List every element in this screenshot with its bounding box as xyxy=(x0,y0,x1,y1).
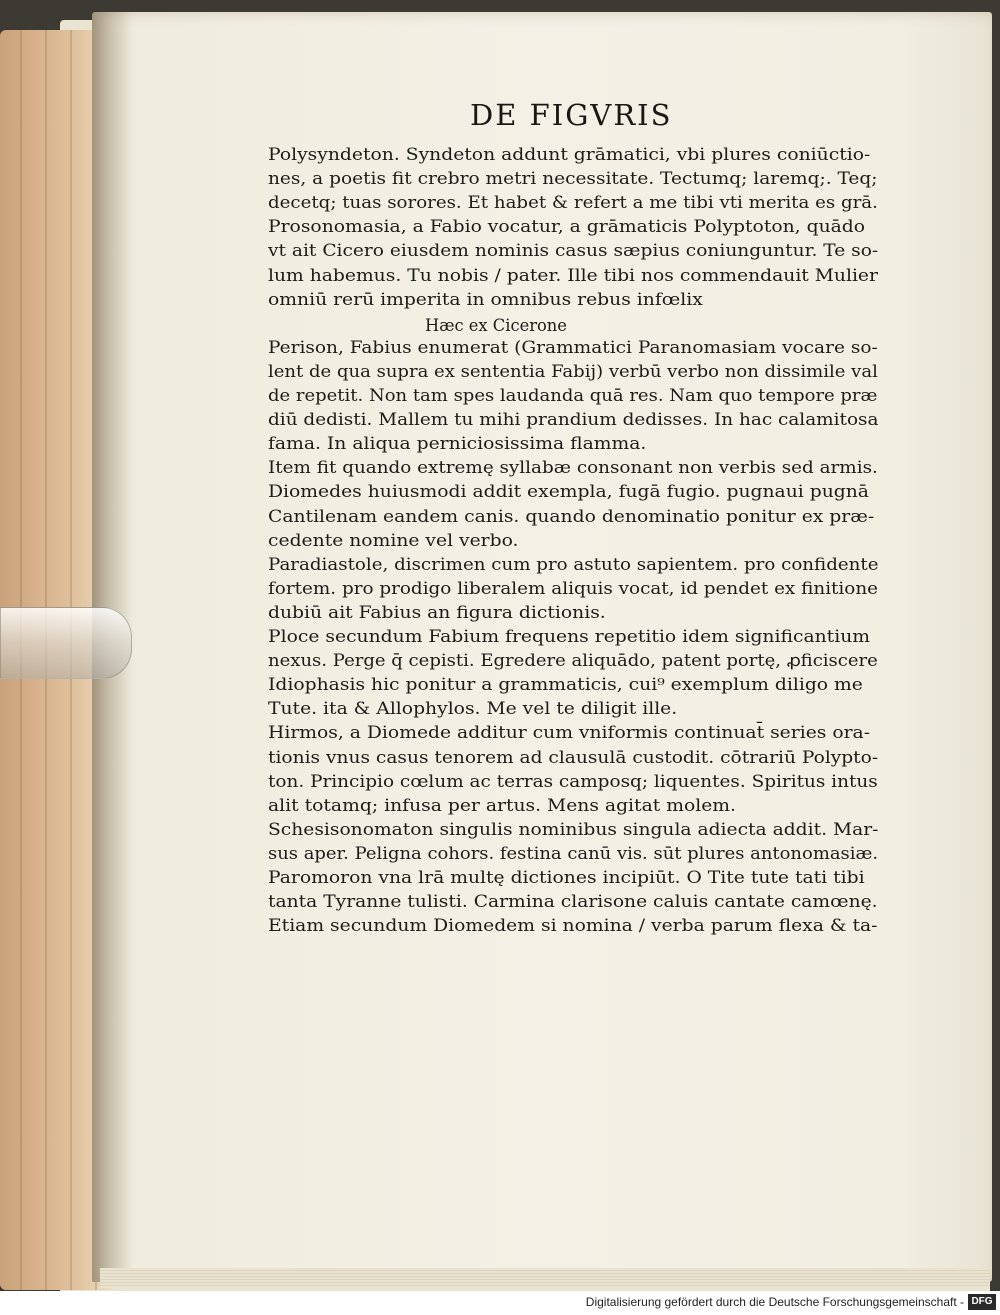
text-line: alit totamq; infusa per artus. Mens agitat molem. xyxy=(268,795,737,815)
text-line: omniū rerū imperita in omnibus rebus infœlix xyxy=(268,289,703,309)
text-line: sus aper. Peligna cohors. festina canū vis. sūt plures antonomasiæ. xyxy=(268,843,879,863)
text-line: Polysyndeton. Syndeton addunt grāmatici, vbi plures coniūctio- xyxy=(268,145,871,164)
text-line: Prosonomasia, a Fabio vocatur, a grāmaticis Polyptoton, quādo xyxy=(268,217,866,237)
text-line: Paradiastole, discrimen cum pro astuto sapientem. pro confidente xyxy=(268,554,879,574)
text-line: Item fit quando extremę syllabæ consonant non verbis sed armis. xyxy=(268,458,878,478)
text-line: tanta Tyranne tulisti. Carmina clarisone caluis cantate camœnę. xyxy=(268,892,878,912)
text-line: Schesisonomaton singulis nominibus singula adiecta addit. Mar- xyxy=(268,819,879,839)
text-line: lum habemus. Tu nobis / pater. Ille tibi nos commendauit Mulier xyxy=(268,265,878,285)
text-line: fama. In aliqua perniciosissima flamma. xyxy=(268,434,647,454)
text-line: Idiophasis hic ponitur a grammaticis, cui⁹ exemplum diligo me xyxy=(268,675,863,695)
text-line: diū dedisti. Mallem tu mihi prandium dedisses. In hac calamitosa xyxy=(268,410,879,430)
text-line: Diomedes huiusmodi addit exempla, fugā fugio. pugnaui pugnā xyxy=(268,482,869,502)
text-line: Perison, Fabius enumerat (Grammatici Paranomasiam vocare so- xyxy=(268,337,878,357)
footer-credit: Digitalisierung gefördert durch die Deutsche Forschungsgemeinschaft - xyxy=(585,1295,964,1309)
text-line: ton. Principio cœlum ac terras camposq; liquentes. Spiritus intus xyxy=(268,771,878,791)
text-line: fortem. pro prodigo liberalem aliquis vocat, id pendet ex finitione xyxy=(268,578,879,598)
text-line: Hirmos, a Diomede additur cum vniformis continuat̄ series ora- xyxy=(268,723,871,743)
text-line: cedente nomine vel verbo. xyxy=(268,530,519,550)
text-line: nexus. Perge q̄ cepisti. Egredere aliquādo, patent portę, ꝓficiscere xyxy=(268,651,878,671)
text-line: tionis vnus casus tenorem ad clausulā custodit. cōtrariū Polypto- xyxy=(268,747,879,767)
text-line: decetq; tuas sorores. Et habet & refert a me tibi vti merita es grā. xyxy=(268,193,878,213)
text-line: lent de qua supra ex sententia Fabij) verbū verbo non dissimile val xyxy=(268,361,878,381)
text-line: dubiū ait Fabius an figura dictionis. xyxy=(268,602,606,622)
footer-bar xyxy=(0,1291,1000,1315)
page-heading: DE FIGVRIS xyxy=(470,98,673,132)
page-clip xyxy=(0,607,132,679)
text-line: Etiam secundum Diomedem si nomina / verba parum flexa & ta- xyxy=(268,916,878,936)
text-line: Ploce secundum Fabium frequens repetitio idem significantium xyxy=(268,627,871,646)
page-bottom-edges xyxy=(100,1268,990,1288)
text-line: nes, a poetis fit crebro metri necessitate. Tectumq; laremq;. Teq; xyxy=(268,169,878,189)
text-line: de repetit. Non tam spes laudanda quā res. Nam quo tempore præ xyxy=(268,386,878,405)
centered-line: Hæc ex Cicerone xyxy=(425,315,567,335)
text-line: Cantilenam eandem canis. quando denominatio ponitur ex præ- xyxy=(268,506,875,526)
text-line: vt ait Cicero eiusdem nominis casus sæpius coniunguntur. Te so- xyxy=(268,241,879,261)
dfg-logo: DFG xyxy=(968,1294,996,1310)
text-line: Paromoron vna lrā multę dictiones incipiūt. O Tite tute tati tibi xyxy=(268,868,865,887)
text-line: Tute. ita & Allophylos. Me vel te diligit ille. xyxy=(268,699,678,719)
